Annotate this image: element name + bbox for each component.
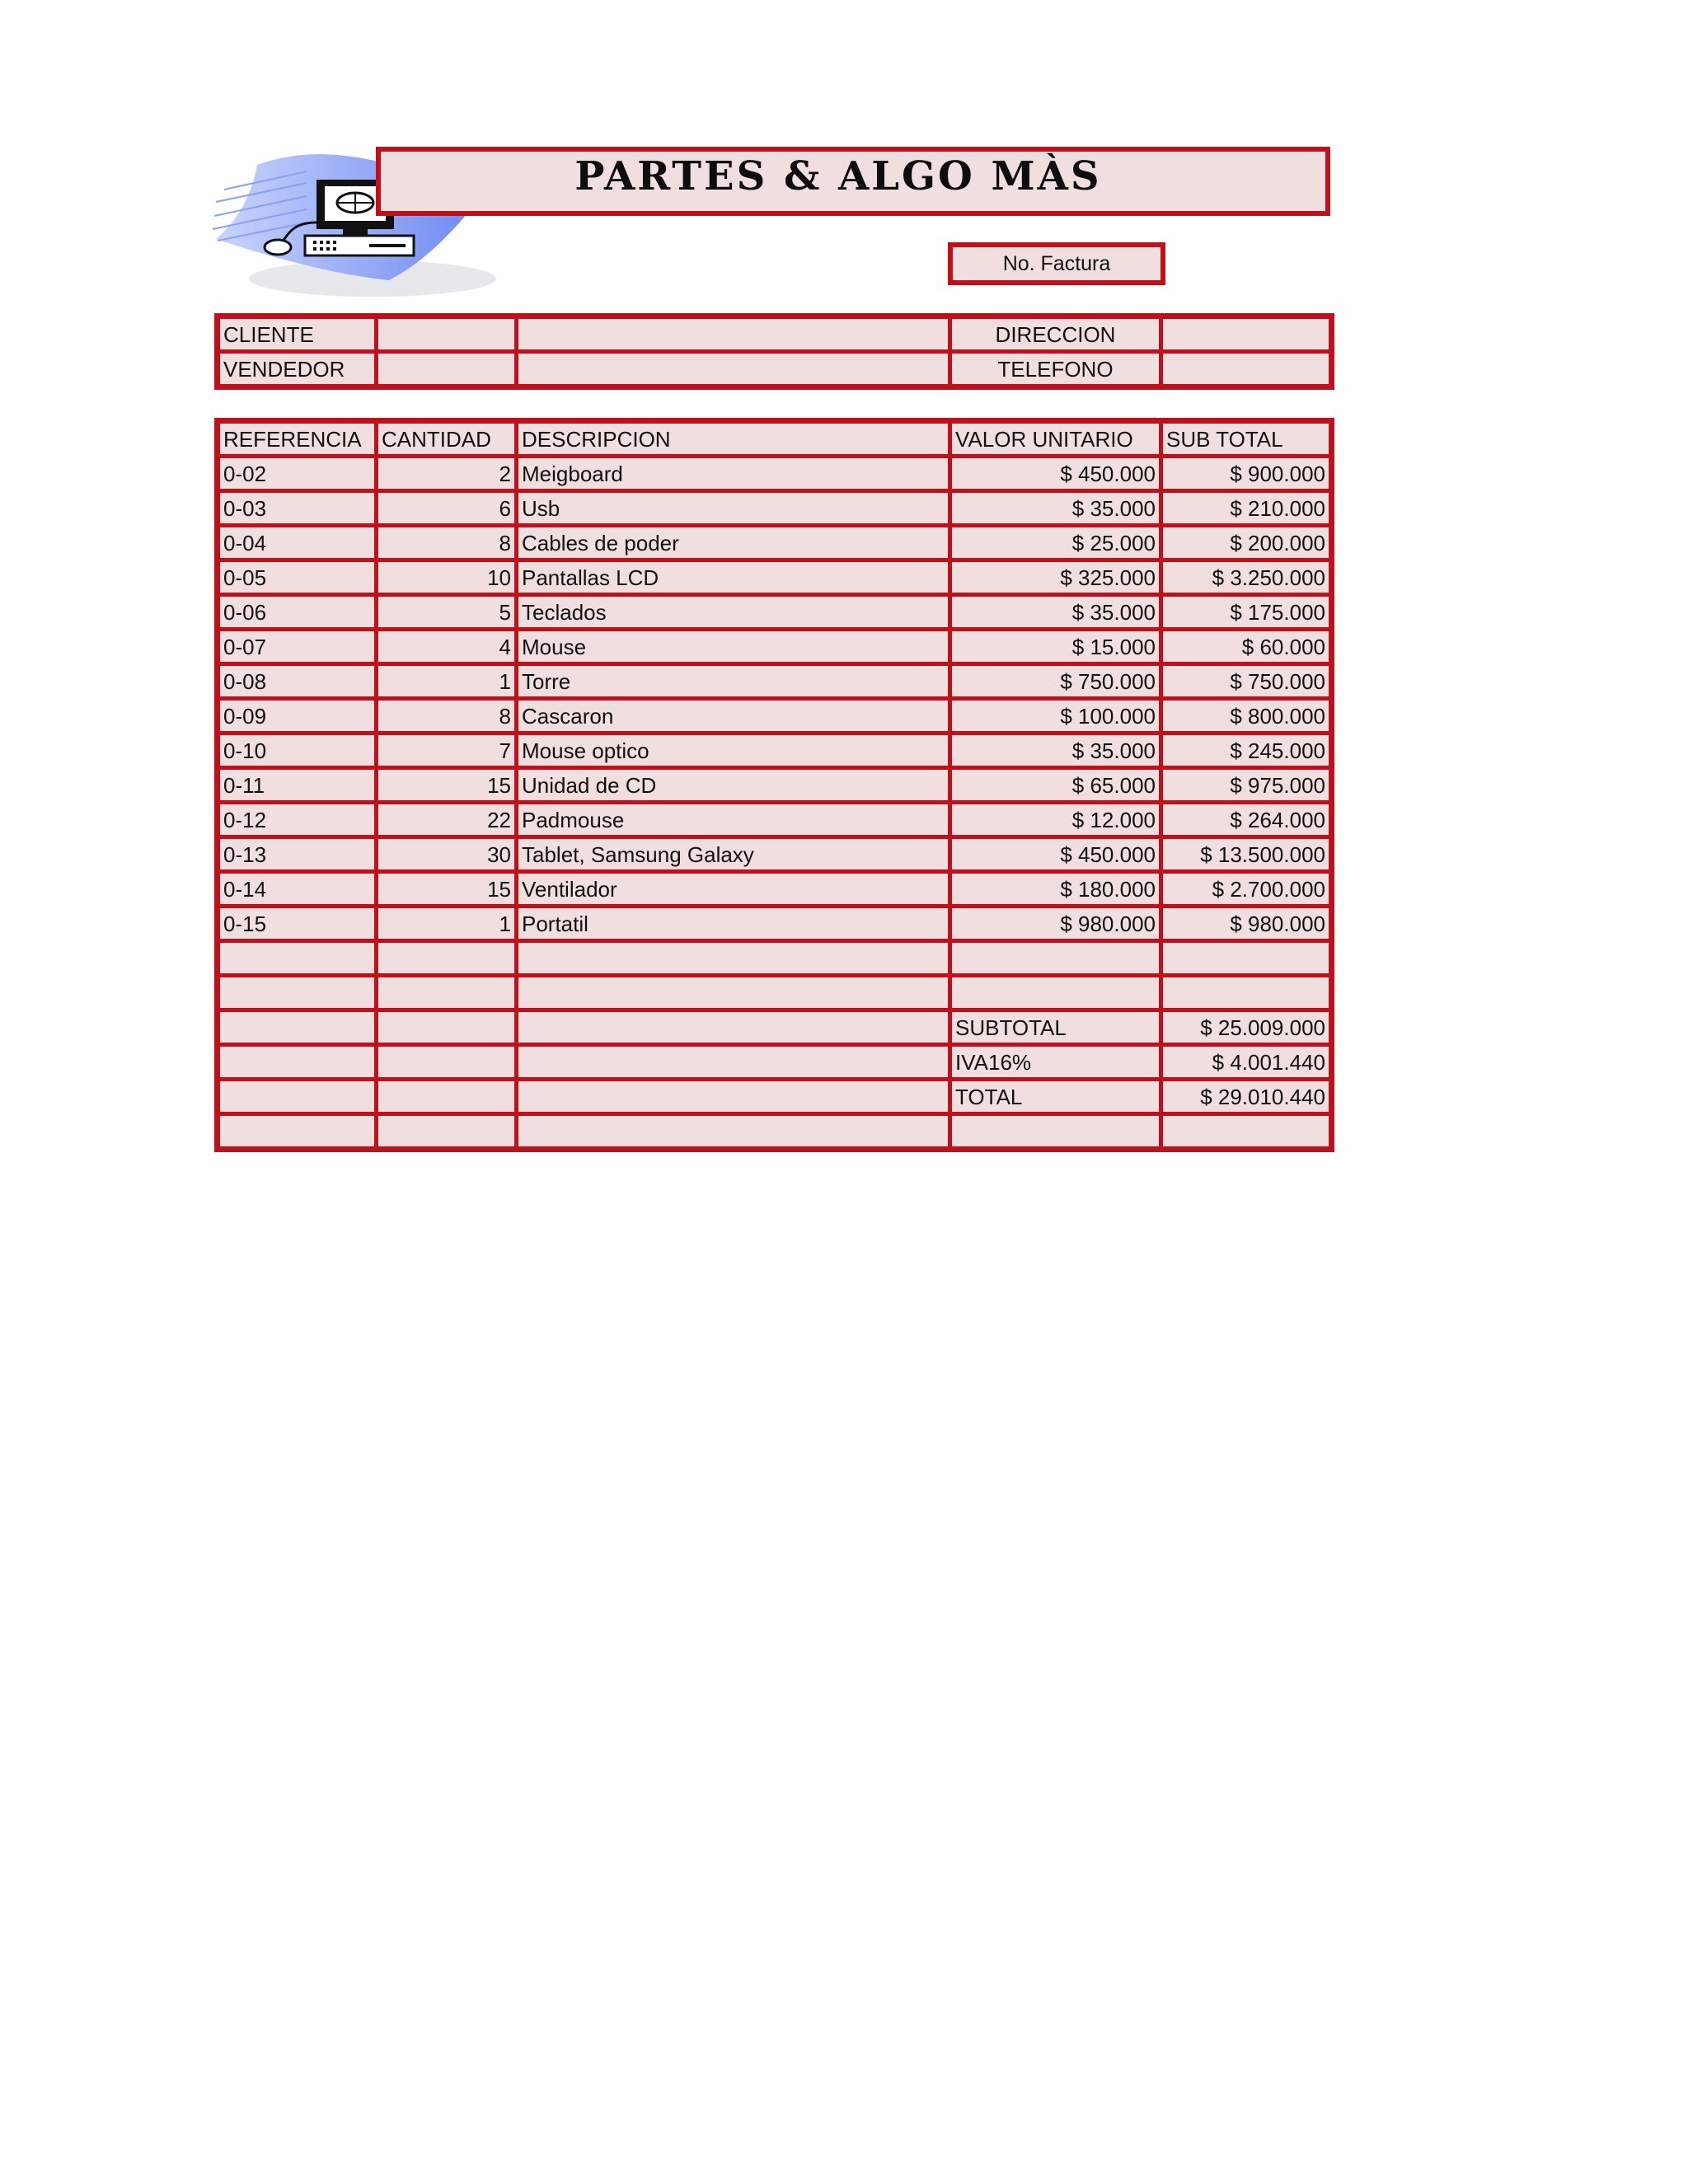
ref-cell: 0-04: [218, 526, 377, 560]
unit-price-cell: $ 450.000: [950, 457, 1161, 491]
subtotal-cell: $ 13.500.000: [1161, 837, 1331, 872]
subtotal-cell: $ 900.000: [1161, 457, 1331, 491]
company-title-box: [376, 147, 1330, 216]
desc-cell: Mouse optico: [517, 733, 950, 768]
unit-price-cell: $ 35.000: [950, 733, 1161, 768]
telefono-field[interactable]: [1161, 352, 1331, 387]
ref-cell: 0-10: [218, 733, 377, 768]
subtotal-value: $ 25.009.000: [1161, 1010, 1331, 1045]
table-row: [218, 837, 1331, 872]
qty-cell: 7: [377, 733, 517, 768]
empty-cell[interactable]: [950, 976, 1161, 1010]
qty-cell: 15: [377, 872, 517, 907]
unit-price-cell: $ 15.000: [950, 630, 1161, 664]
desc-cell: Padmouse: [517, 803, 950, 837]
header-cantidad: CANTIDAD: [377, 422, 517, 457]
vendedor-name-field[interactable]: [517, 352, 950, 387]
unit-price-cell: $ 12.000: [950, 803, 1161, 837]
desc-cell: Cables de poder: [517, 526, 950, 560]
subtotal-cell: $ 750.000: [1161, 664, 1331, 699]
desc-cell: Portatil: [517, 907, 950, 941]
total-label: TOTAL: [950, 1080, 1161, 1114]
header-sub-total: SUB TOTAL: [1161, 422, 1331, 457]
desc-cell: Cascaron: [517, 699, 950, 733]
subtotal-cell: $ 210.000: [1161, 491, 1331, 526]
subtotal-cell: $ 800.000: [1161, 699, 1331, 733]
subtotal-cell: $ 245.000: [1161, 733, 1331, 768]
table-row: [218, 733, 1331, 768]
desc-cell: Pantallas LCD: [517, 560, 950, 595]
table-row: [218, 872, 1331, 907]
empty-cell[interactable]: [517, 1080, 950, 1114]
qty-cell: 6: [377, 491, 517, 526]
table-row: [218, 803, 1331, 837]
ref-cell: 0-15: [218, 907, 377, 941]
vendedor-row: [218, 352, 1331, 387]
cliente-field[interactable]: [377, 317, 517, 352]
empty-cell[interactable]: [1161, 941, 1331, 976]
subtotal-cell: $ 2.700.000: [1161, 872, 1331, 907]
qty-cell: 8: [377, 699, 517, 733]
invoice-number-label: No. Factura: [1002, 251, 1111, 275]
unit-price-cell: $ 35.000: [950, 595, 1161, 630]
total-row: [218, 1080, 1331, 1114]
table-row: [218, 457, 1331, 491]
cliente-label: CLIENTE: [218, 317, 377, 352]
table-row: [218, 630, 1331, 664]
vendedor-label: VENDEDOR: [218, 352, 377, 387]
desc-cell: Torre: [517, 664, 950, 699]
ref-cell: 0-13: [218, 837, 377, 872]
company-name: PARTES & ALGO MÀS: [574, 153, 1102, 199]
empty-cell[interactable]: [517, 941, 950, 976]
table-row: [218, 560, 1331, 595]
unit-price-cell: $ 25.000: [950, 526, 1161, 560]
desc-cell: Mouse: [517, 630, 950, 664]
items-table: [216, 419, 1333, 1151]
empty-cell[interactable]: [377, 1045, 517, 1080]
qty-cell: 4: [377, 630, 517, 664]
qty-cell: 22: [377, 803, 517, 837]
empty-cell[interactable]: [517, 1114, 950, 1149]
subtotal-cell: $ 3.250.000: [1161, 560, 1331, 595]
unit-price-cell: $ 750.000: [950, 664, 1161, 699]
empty-row: [218, 1114, 1331, 1149]
table-row: [218, 699, 1331, 733]
cliente-row: [218, 317, 1331, 352]
telefono-label: TELEFONO: [950, 352, 1161, 387]
qty-cell: 1: [377, 907, 517, 941]
empty-cell[interactable]: [1161, 1114, 1331, 1149]
unit-price-cell: $ 180.000: [950, 872, 1161, 907]
empty-cell[interactable]: [1161, 976, 1331, 1010]
desc-cell: Usb: [517, 491, 950, 526]
direccion-field[interactable]: [1161, 317, 1331, 352]
empty-cell[interactable]: [218, 1010, 377, 1045]
desc-cell: Meigboard: [517, 457, 950, 491]
subtotal-label: SUBTOTAL: [950, 1010, 1161, 1045]
empty-cell[interactable]: [517, 1045, 950, 1080]
empty-cell[interactable]: [218, 941, 377, 976]
ref-cell: 0-07: [218, 630, 377, 664]
empty-cell[interactable]: [517, 976, 950, 1010]
iva-row: [218, 1045, 1331, 1080]
ref-cell: 0-05: [218, 560, 377, 595]
ref-cell: 0-03: [218, 491, 377, 526]
unit-price-cell: $ 450.000: [950, 837, 1161, 872]
empty-cell[interactable]: [218, 1080, 377, 1114]
desc-cell: Teclados: [517, 595, 950, 630]
subtotal-cell: $ 200.000: [1161, 526, 1331, 560]
unit-price-cell: $ 100.000: [950, 699, 1161, 733]
header-referencia: REFERENCIA: [218, 422, 377, 457]
ref-cell: 0-14: [218, 872, 377, 907]
empty-cell[interactable]: [377, 1010, 517, 1045]
table-row: [218, 907, 1331, 941]
qty-cell: 5: [377, 595, 517, 630]
ref-cell: 0-12: [218, 803, 377, 837]
ref-cell: 0-02: [218, 457, 377, 491]
empty-cell[interactable]: [218, 1114, 377, 1149]
subtotal-cell: $ 264.000: [1161, 803, 1331, 837]
vendedor-field[interactable]: [377, 352, 517, 387]
qty-cell: 30: [377, 837, 517, 872]
table-row: [218, 595, 1331, 630]
direccion-label: DIRECCION: [950, 317, 1161, 352]
subtotal-cell: $ 980.000: [1161, 907, 1331, 941]
table-row: [218, 526, 1331, 560]
empty-cell[interactable]: [218, 1045, 377, 1080]
empty-cell[interactable]: [377, 976, 517, 1010]
table-row: [218, 768, 1331, 803]
header-valor-unitario: VALOR UNITARIO: [950, 422, 1161, 457]
total-value: $ 29.010.440: [1161, 1080, 1331, 1114]
ref-cell: 0-08: [218, 664, 377, 699]
qty-cell: 8: [377, 526, 517, 560]
unit-price-cell: $ 325.000: [950, 560, 1161, 595]
qty-cell: 1: [377, 664, 517, 699]
header-row: [218, 422, 1331, 457]
subtotal-cell: $ 175.000: [1161, 595, 1331, 630]
desc-cell: Unidad de CD: [517, 768, 950, 803]
subtotal-cell: $ 975.000: [1161, 768, 1331, 803]
empty-cell[interactable]: [377, 1114, 517, 1149]
table-row: [218, 664, 1331, 699]
ref-cell: 0-09: [218, 699, 377, 733]
empty-cell[interactable]: [377, 941, 517, 976]
empty-cell[interactable]: [950, 941, 1161, 976]
desc-cell: Tablet, Samsung Galaxy: [517, 837, 950, 872]
desc-cell: Ventilador: [517, 872, 950, 907]
empty-cell[interactable]: [377, 1080, 517, 1114]
empty-row: [218, 941, 1331, 976]
unit-price-cell: $ 980.000: [950, 907, 1161, 941]
table-row: [218, 491, 1331, 526]
info-table: [216, 315, 1333, 388]
ref-cell: 0-06: [218, 595, 377, 630]
iva-label: IVA16%: [950, 1045, 1161, 1080]
iva-value: $ 4.001.440: [1161, 1045, 1331, 1080]
unit-price-cell: $ 35.000: [950, 491, 1161, 526]
qty-cell: 10: [377, 560, 517, 595]
invoice-number-box: [948, 242, 1165, 285]
unit-price-cell: $ 65.000: [950, 768, 1161, 803]
header-descripcion: DESCRIPCION: [517, 422, 950, 457]
empty-cell[interactable]: [950, 1114, 1161, 1149]
qty-cell: 15: [377, 768, 517, 803]
qty-cell: 2: [377, 457, 517, 491]
subtotal-cell: $ 60.000: [1161, 630, 1331, 664]
subtotal-row: [218, 1010, 1331, 1045]
cliente-name-field[interactable]: [517, 317, 950, 352]
empty-cell[interactable]: [517, 1010, 950, 1045]
empty-cell[interactable]: [218, 976, 377, 1010]
empty-row: [218, 976, 1331, 1010]
ref-cell: 0-11: [218, 768, 377, 803]
